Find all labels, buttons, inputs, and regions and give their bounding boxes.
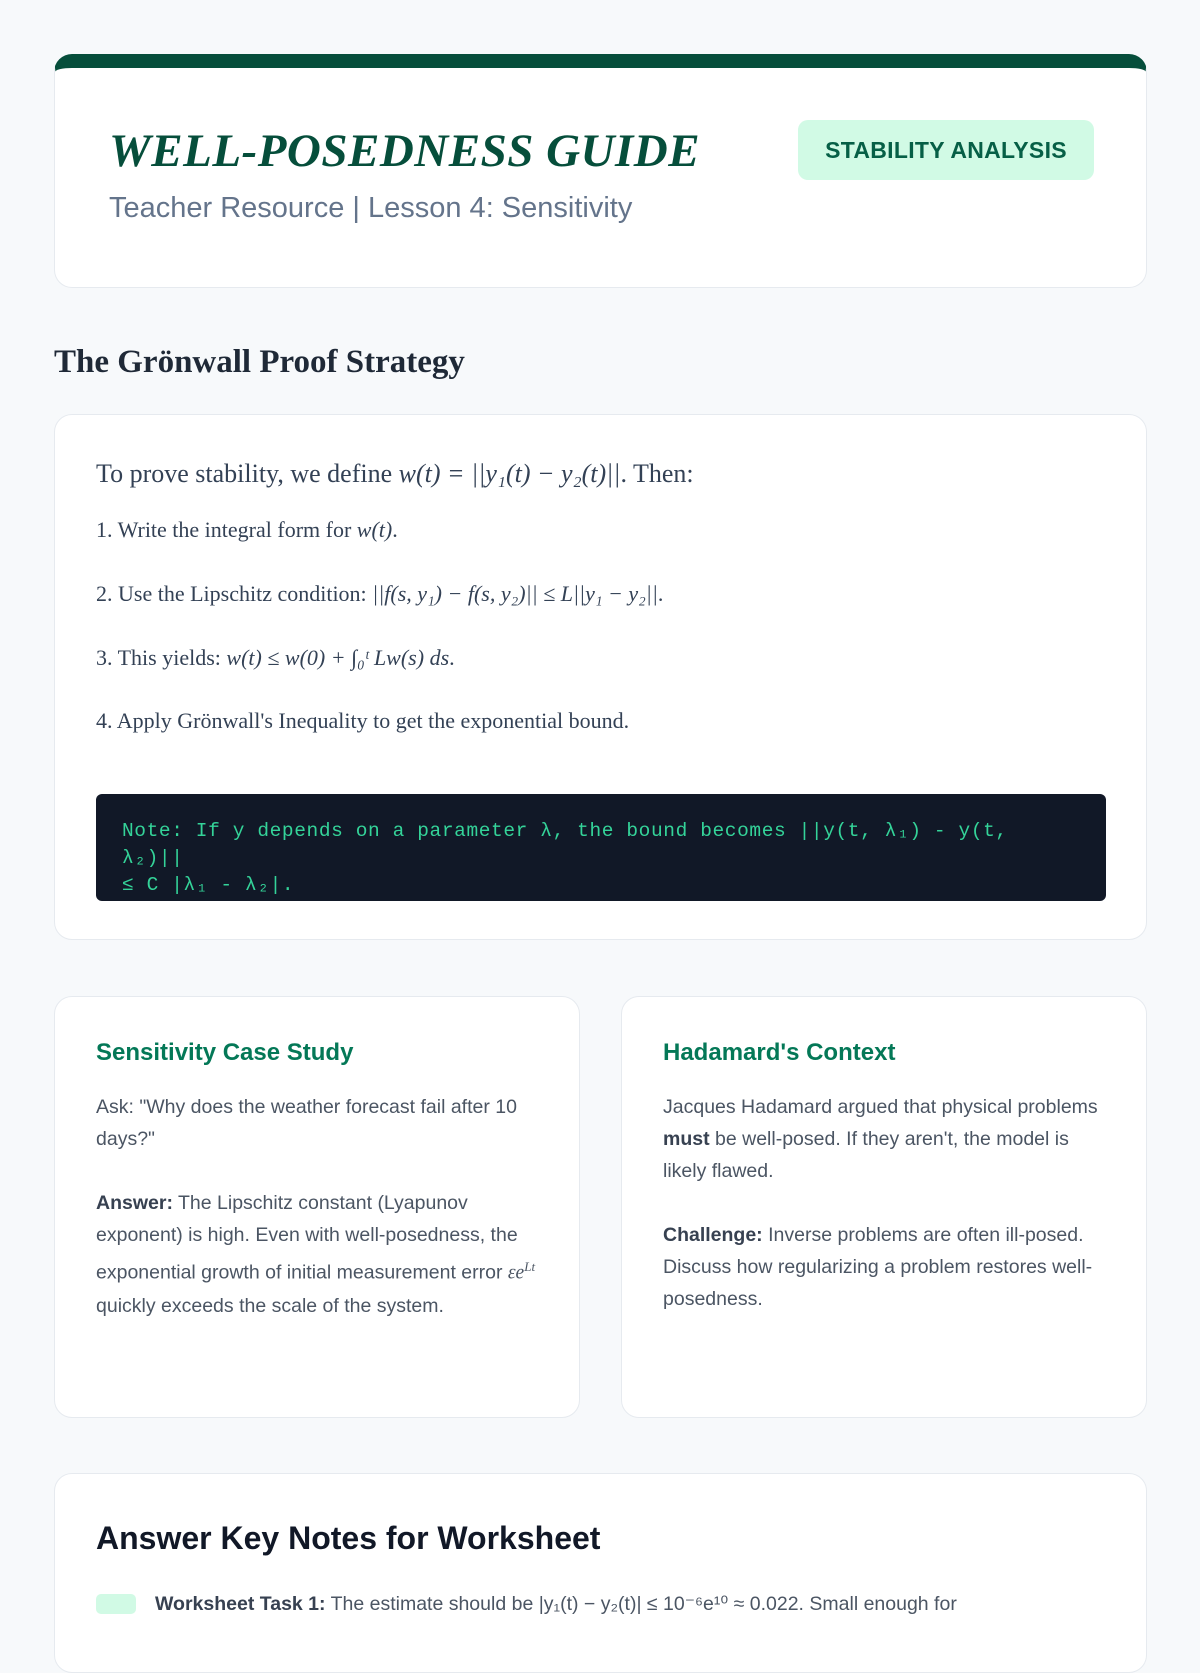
proof-step-1 <box>96 517 398 543</box>
step3-suffix: . <box>449 645 455 670</box>
hadamard-card <box>621 996 1147 1418</box>
hadamard-body <box>663 1091 1109 1315</box>
task-text: The estimate should be |y₁(t) − y₂(t)| ≤ 10⁻⁶e¹⁰ ≈ 0.022. Small enough for <box>325 1593 957 1615</box>
step2-suffix: . <box>657 581 664 606</box>
case-study-heading: Sensitivity Case Study <box>96 1039 354 1066</box>
step2-prefix: 2. Use the Lipschitz condition: <box>96 581 373 606</box>
proof-strategy-card <box>54 414 1147 940</box>
task-label: Worksheet Task 1: <box>155 1593 326 1615</box>
topic-badge: STABILITY ANALYSIS <box>798 120 1094 180</box>
hadamard-challenge <box>663 1219 1109 1315</box>
hadamard-text <box>663 1091 1109 1187</box>
challenge-text: Inverse problems are often ill-posed. Discuss how regularizing a problem restores well-posedness. <box>663 1224 1093 1310</box>
step3-prefix: 3. This yields: <box>96 645 227 670</box>
step2-math: ||f(s, y₁) − f(s, y₂)|| ≤ L||y₁ − y₂|| <box>372 581 658 606</box>
answer-text-2: quickly exceeds the scale of the system. <box>96 1294 444 1317</box>
step1-suffix: . <box>392 517 398 542</box>
hadamard-heading: Hadamard's Context <box>663 1039 896 1066</box>
answer-text-1: The Lipschitz constant (Lyapunov exponent) is high. Even with well-posedness, the exponential growth of initial measurement error <box>96 1192 518 1284</box>
case-study-card <box>54 996 580 1418</box>
note-line-1: Note: If y depends on a parameter λ, the bound becomes ||y(t, λ₁) - y(t, λ₂)|| <box>122 820 1008 869</box>
case-study-question: Ask: "Why does the weather forecast fail after 10 days?" <box>96 1096 517 1150</box>
header-card <box>54 54 1147 288</box>
answer-label: Answer: <box>96 1192 173 1214</box>
answer-sup: Lt <box>524 1259 536 1274</box>
intro-math: w(t) = ||y₁(t) − y₂(t)|| <box>398 459 621 488</box>
hadamard-bold: must <box>663 1128 710 1150</box>
proof-intro <box>96 459 694 489</box>
hadamard-text-1: Jacques Hadamard argued that physical problems <box>663 1096 1098 1118</box>
answer-math: εe <box>507 1262 525 1284</box>
parameter-note <box>96 794 1106 901</box>
intro-suffix: . Then: <box>620 459 694 488</box>
proof-step-4: 4. Apply Grönwall's Inequality to get the exponential bound. <box>96 708 630 733</box>
note-line-2: ≤ C |λ₁ - λ₂|. <box>122 874 295 896</box>
intro-prefix: To prove stability, we define <box>96 459 399 488</box>
challenge-label: Challenge: <box>663 1224 763 1246</box>
case-study-body <box>96 1091 542 1322</box>
answer-key-heading: Answer Key Notes for Worksheet <box>96 1520 601 1556</box>
page-title: WELL-POSEDNESS GUIDE <box>109 125 701 177</box>
hadamard-text-2: be well-posed. If they aren't, the model is likely flawed. <box>663 1128 1069 1182</box>
page-subtitle: Teacher Resource | Lesson 4: Sensitivity <box>109 192 633 224</box>
worksheet-task-1 <box>155 1592 957 1616</box>
task-bullet-icon <box>96 1594 136 1614</box>
proof-step-2 <box>96 581 663 607</box>
case-study-answer <box>96 1187 542 1322</box>
proof-step-3 <box>96 645 455 671</box>
answer-key-card <box>54 1473 1147 1673</box>
step1-math: w(t) <box>356 517 393 542</box>
step1-prefix: 1. Write the integral form for <box>96 517 357 542</box>
step3-math: w(t) ≤ w(0) + ∫₀ᵗ Lw(s) ds <box>226 645 450 670</box>
section-title: The Grönwall Proof Strategy <box>54 344 465 380</box>
